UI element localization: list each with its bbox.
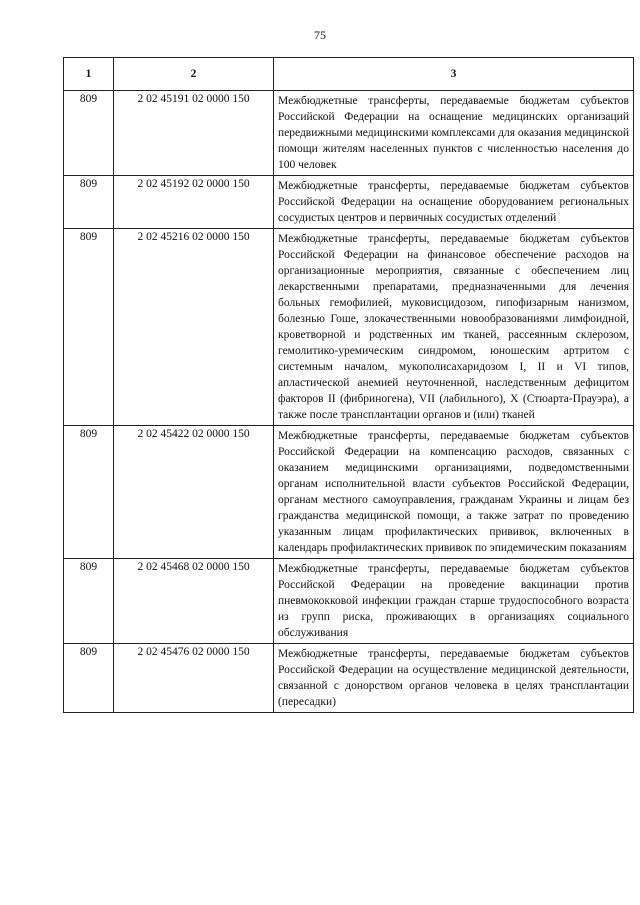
column-header-2: 2	[114, 58, 274, 91]
table-row	[64, 91, 634, 176]
table-row	[64, 644, 634, 713]
budget-classification-table	[63, 57, 634, 713]
description-cell: Межбюджетные трансферты, передаваемые бюджетам субъектов Российской Федерации на финансовое обеспечение расходов на организационные мероприятия, связанные с обеспечением лиц лекарственными препаратами, предназначенными для лечения больных гемофилией, муковисцидозом, гипофизарным нанизмом, болезнью Гоше, злокачественными новообразованиями лимфоидной, кроветворной и родственных им тканей, рассеянным склерозом, гемолитико-уремическим синдромом, юношеским артритом с системным началом, мукополисахаридозом I, II и VI типов, апластической анемией неуточненной, наследственным дефицитом факторов II (фибриногена), VII (лабильного), X (Стюарта-Прауэра), а также после трансплантации органов и (или) тканей	[274, 229, 634, 426]
description-cell: Межбюджетные трансферты, передаваемые бюджетам субъектов Российской Федерации на оснащение оборудованием региональных сосудистых центров и первичных сосудистых отделений	[274, 176, 634, 229]
table-row	[64, 559, 634, 644]
table-row	[64, 176, 634, 229]
table-row	[64, 426, 634, 559]
budget-code-cell: 2 02 45422 02 0000 150	[114, 426, 274, 559]
table-header-row	[64, 58, 634, 91]
budget-code-cell: 2 02 45216 02 0000 150	[114, 229, 274, 426]
table-row	[64, 229, 634, 426]
description-cell: Межбюджетные трансферты, передаваемые бюджетам субъектов Российской Федерации на компенсацию расходов, связанных с оказанием медицинскими организациями, подведомственными органам исполнительной власти субъектов Российской Федерации, органам местного самоуправления, гражданам Украины и лицам без гражданства медицинской помощи, а также затрат по проведению указанным лицам профилактических прививок, включенных в календарь профилактических прививок по эпидемическим показаниям	[274, 426, 634, 559]
budget-code-cell: 2 02 45468 02 0000 150	[114, 559, 274, 644]
description-cell: Межбюджетные трансферты, передаваемые бюджетам субъектов Российской Федерации на проведение вакцинации против пневмококковой инфекции граждан старше трудоспособного возраста из групп риска, проживающих в организациях социального обслуживания	[274, 559, 634, 644]
budget-code-cell: 2 02 45476 02 0000 150	[114, 644, 274, 713]
admin-code-cell: 809	[64, 559, 114, 644]
description-cell: Межбюджетные трансферты, передаваемые бюджетам субъектов Российской Федерации на осуществление медицинской деятельности, связанной с донорством органов человека в целях трансплантации (пересадки)	[274, 644, 634, 713]
admin-code-cell: 809	[64, 91, 114, 176]
column-header-1: 1	[64, 58, 114, 91]
budget-code-cell: 2 02 45191 02 0000 150	[114, 91, 274, 176]
admin-code-cell: 809	[64, 426, 114, 559]
admin-code-cell: 809	[64, 229, 114, 426]
page-number: 75	[314, 28, 326, 42]
budget-code-cell: 2 02 45192 02 0000 150	[114, 176, 274, 229]
column-header-3: 3	[274, 58, 634, 91]
admin-code-cell: 809	[64, 644, 114, 713]
admin-code-cell: 809	[64, 176, 114, 229]
description-cell: Межбюджетные трансферты, передаваемые бюджетам субъектов Российской Федерации на оснащение медицинских организаций передвижными медицинскими комплексами для оказания медицинской помощи жителям населенных пунктов с численностью населения до 100 человек	[274, 91, 634, 176]
